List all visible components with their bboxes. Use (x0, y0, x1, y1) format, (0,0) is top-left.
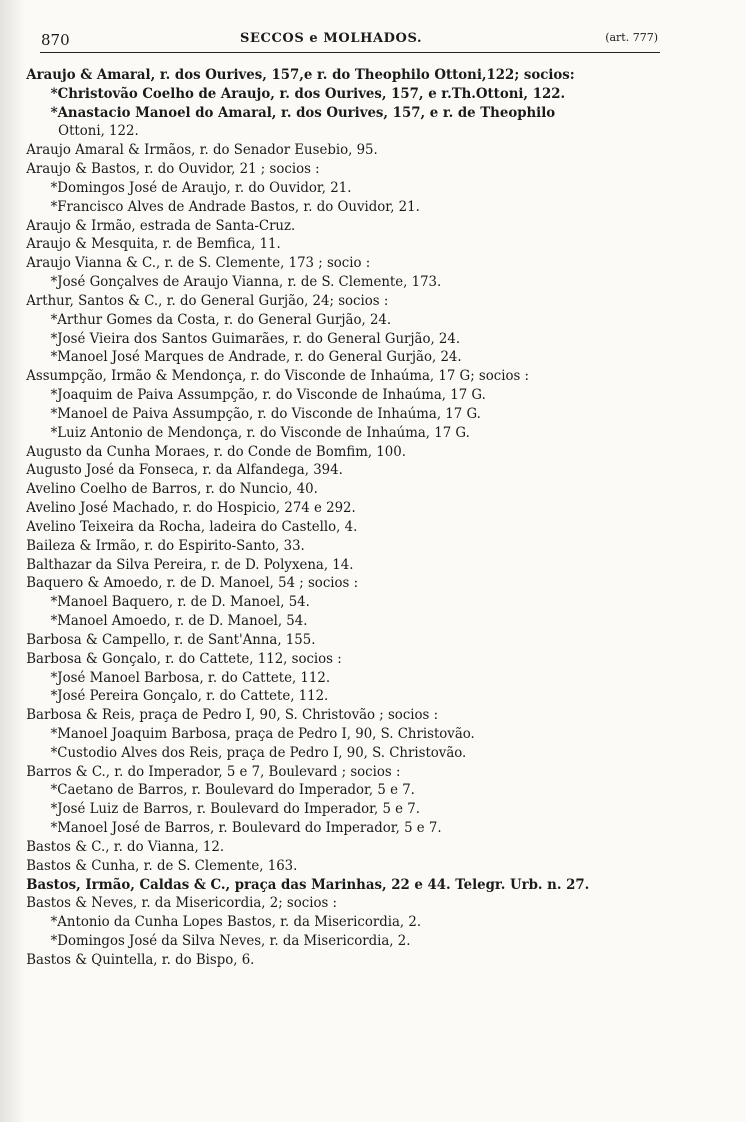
firm-entry: Baquero & Amoedo, r. de D. Manoel, 54 ; socios : (26, 575, 359, 592)
partner-entry: *José Manoel Barbosa, r. do Cattete, 112. (50, 669, 331, 686)
firm-entry: Barros & C., r. do Imperador, 5 e 7, Boulevard ; socios : (26, 763, 401, 780)
firm-entry: Araujo & Bastos, r. do Ouvidor, 21 ; socios : (26, 161, 320, 178)
firm-entry: Araujo Amaral & Irmãos, r. do Senador Eusebio, 95. (26, 142, 378, 159)
firm-entry: Balthazar da Silva Pereira, r. de D. Polyxena, 14. (26, 556, 354, 573)
page-title: SECCOS e MOLHADOS. (240, 31, 423, 46)
firm-entry: Araujo & Amaral, r. dos Ourives, 157,e r. do Theophilo Ottoni,122; socios: (26, 67, 575, 83)
partner-entry: *José Luiz de Barros, r. Boulevard do Imperador, 5 e 7. (50, 801, 420, 818)
firm-entry: Bastos & Neves, r. da Misericordia, 2; socios : (26, 895, 338, 912)
firm-entry: Barbosa & Campello, r. de Sant'Anna, 155. (26, 631, 316, 648)
firm-entry: Barbosa & Reis, praça de Pedro I, 90, S. Christovão ; socios : (26, 707, 439, 724)
firm-entry: Araujo & Irmão, estrada de Santa-Cruz. (26, 217, 296, 234)
partner-entry: *José Pereira Gonçalo, r. do Cattete, 112. (50, 688, 329, 705)
partner-entry: *Manoel Baquero, r. de D. Manoel, 54. (50, 594, 310, 611)
partner-entry: *Manoel José Marques de Andrade, r. do General Gurjão, 24. (50, 349, 462, 366)
partner-entry: *Arthur Gomes da Costa, r. do General Gurjão, 24. (50, 311, 392, 328)
firm-entry: Arthur, Santos & C., r. do General Gurjão, 24; socios : (26, 292, 389, 309)
firm-entry: Avelino José Machado, r. do Hospicio, 274 e 292. (26, 500, 356, 517)
firm-entry: Bastos, Irmão, Caldas & C., praça das Marinhas, 22 e 44. Telegr. Urb. n. 27. (26, 876, 590, 893)
partner-entry: *Custodio Alves dos Reis, praça de Pedro I, 90, S. Christovão. (50, 744, 467, 761)
firm-entry: Augusto da Cunha Moraes, r. do Conde de Bomfim, 100. (26, 443, 406, 460)
partner-entry: *Francisco Alves de Andrade Bastos, r. do Ouvidor, 21. (50, 198, 420, 215)
firm-entry: Avelino Coelho de Barros, r. do Nuncio, 40. (26, 481, 318, 498)
partner-entry: *Joaquim de Paiva Assumpção, r. do Visconde de Inhaúma, 17 G. (50, 387, 486, 404)
firm-entry: Bastos & Cunha, r. de S. Clemente, 163. (26, 857, 298, 874)
page-header (40, 30, 660, 53)
directory-entries (0, 66, 746, 970)
partner-entry: *Manoel José de Barros, r. Boulevard do Imperador, 5 e 7. (50, 820, 442, 837)
partner-entry: *Manoel de Paiva Assumpção, r. do Visconde de Inhaúma, 17 G. (50, 405, 481, 422)
firm-entry: Bastos & Quintella, r. do Bispo, 6. (26, 951, 255, 968)
page-number: 870 (41, 31, 70, 49)
partner-entry: *Manoel Joaquim Barbosa, praça de Pedro I, 90, S. Christovão. (50, 725, 475, 742)
partner-entry: *José Gonçalves de Araujo Vianna, r. de S. Clemente, 173. (50, 274, 442, 291)
partner-entry: *José Vieira dos Santos Guimarães, r. do General Gurjão, 24. (50, 330, 461, 347)
partner-entry: *Antonio da Cunha Lopes Bastos, r. da Misericordia, 2. (50, 914, 422, 931)
partner-entry: *Anastacio Manoel do Amaral, r. dos Ourives, 157, e r. de Theophilo (50, 104, 556, 121)
firm-entry: Barbosa & Gonçalo, r. do Cattete, 112, socios : (26, 650, 342, 667)
firm-entry: Avelino Teixeira da Rocha, ladeira do Castello, 4. (26, 518, 358, 535)
firm-entry: Assumpção, Irmão & Mendonça, r. do Visconde de Inhaúma, 17 G; socios : (26, 368, 530, 385)
partner-entry: *Domingos José de Araujo, r. do Ouvidor, 21. (50, 179, 352, 196)
partner-entry: *Christovão Coelho de Araujo, r. dos Ourives, 157, e r.Th.Ottoni, 122. (50, 85, 566, 102)
firm-entry: Augusto José da Fonseca, r. da Alfandega, 394. (26, 462, 343, 479)
article-reference: (art. 777) (605, 31, 658, 44)
firm-entry: Bastos & C., r. do Vianna, 12. (26, 838, 225, 855)
partner-entry: *Domingos José da Silva Neves, r. da Misericordia, 2. (50, 933, 411, 950)
firm-entry: Araujo Vianna & C., r. de S. Clemente, 173 ; socio : (26, 255, 371, 272)
firm-entry: Baileza & Irmão, r. do Espirito-Santo, 33. (26, 537, 305, 554)
partner-entry: *Caetano de Barros, r. Boulevard do Imperador, 5 e 7. (50, 782, 415, 799)
firm-entry: Araujo & Mesquita, r. de Bemfica, 11. (26, 236, 281, 253)
entry-continuation: Ottoni, 122. (58, 123, 139, 140)
partner-entry: *Manoel Amoedo, r. de D. Manoel, 54. (50, 613, 308, 630)
partner-entry: *Luiz Antonio de Mendonça, r. do Visconde de Inhaúma, 17 G. (50, 424, 470, 441)
